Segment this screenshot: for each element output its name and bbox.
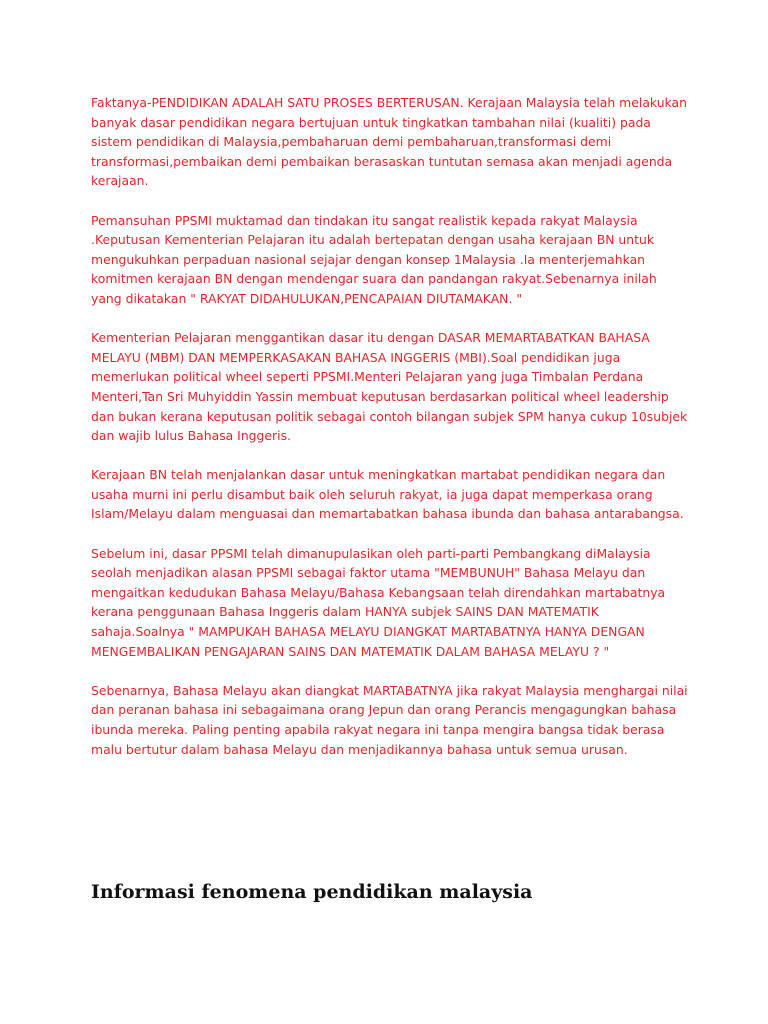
paragraph-6: Sebenarnya, Bahasa Melayu akan diangkat MARTABATNYA jika rakyat Malaysia menghargai nilai dan peranan bahasa ini sebagaimana orang Jepun dan orang Perancis mengagungkan bahasa ibunda mereka. Paling penting apabila rakyat negara ini tanpa mengira bangsa tidak berasa malu bertutur dalam bahasa Melayu dan menjadikannya bahasa untuk semua urusan. [91, 682, 688, 757]
paragraph-5: Sebelum ini, dasar PPSMI telah dimanupulasikan oleh parti-parti Pembangkang diMalaysia seolah menjadikan alasan PPSMI sebagai faktor utama "MEMBUNUH" Bahasa Melayu dan mengaitkan kedudukan Bahasa Melayu/Bahasa Kebangsaan telah direndahkan martabatnya kerana penggunaan Bahasa Inggeris dalam HANYA subjek SAINS DAN MATEMATIK sahaja.Soalnya " MAMPUKAH BAHASA MELAYU DIANGKAT MARTABATNYA HANYA DENGAN MENGEMBALIKAN PENGAJARAN SAINS DAN MATEMATIK DALAM BAHASA MELAYU ? " [91, 545, 666, 659]
paragraph-2: Pemansuhan PPSMI muktamad dan tindakan itu sangat realistik kepada rakyat Malaysia .Keputusan Kementerian Pelajaran itu adalah bertepatan dengan usaha kerajaan BN untuk mengukuhkan perpaduan nasional sejajar dengan konsep 1Malaysia .Ia menterjemahkan komitmen kerajaan BN dengan mendengar suara dan pandangan rakyat.Sebenarnya inilah yang dikatakan " RAKYAT DIDAHULUKAN,PENCAPAIAN DIUTAMAKAN. " [91, 212, 657, 306]
paragraph-3: Kementerian Pelajaran menggantikan dasar itu dengan DASAR MEMARTABATKAN BAHASA MELAYU (MBM) DAN MEMPERKASAKAN BAHASA INGGERIS (MBI).Soal pendidikan juga memerlukan political wheel seperti PPSMI.Menteri Pelajaran yang juga Timbalan Perdana Menteri,Tan Sri Muhyiddin Yassin membuat keputusan berdasarkan political wheel leadership dan bukan kerana keputusan politik sebagai contoh bilangan subjek SPM hanya cukup 10subjek dan wajib lulus Bahasa Inggeris. [91, 330, 688, 444]
section-heading: Informasi fenomena pendidikan malaysia [91, 881, 533, 903]
paragraph-4: Kerajaan BN telah menjalankan dasar untuk meningkatkan martabat pendidikan negara dan usaha murni ini perlu disambut baik oleh seluruh rakyat, ia juga dapat memperkasa orang Islam/Melayu dalam menguasai dan memartabatkan bahasa ibunda dan bahasa antarabangsa. [91, 467, 684, 522]
paragraph-1: Faktanya-PENDIDIKAN ADALAH SATU PROSES BERTERUSAN. Kerajaan Malaysia telah melakukan banyak dasar pendidikan negara bertujuan untuk tingkatkan tambahan nilai (kualiti) pada sistem pendidikan di Malaysia,pembaharuan demi pembaharuan,transformasi demi transformasi,pembaikan demi pembaikan berasaskan tuntutan semasa akan menjadi agenda kerajaan. [91, 95, 687, 189]
document-body [91, 93, 691, 759]
